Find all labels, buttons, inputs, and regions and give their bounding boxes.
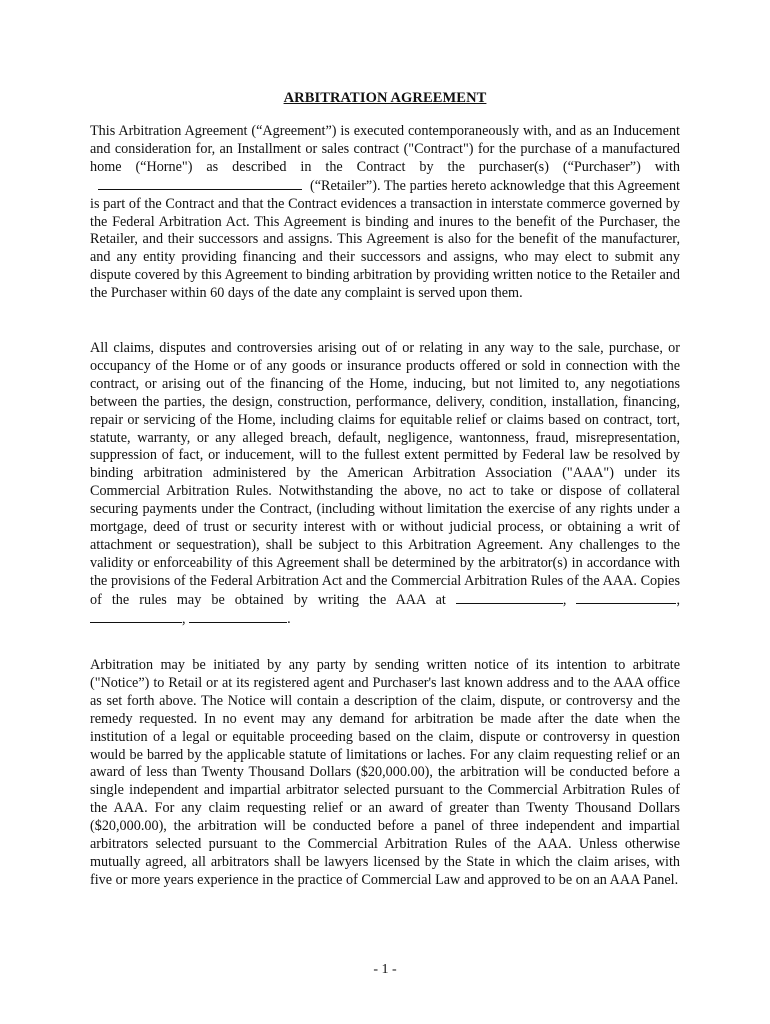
page-title: ARBITRATION AGREEMENT xyxy=(283,90,487,106)
paragraph-parties-text-1: This Arbitration Agreement (“Agreement”) is executed contemporaneously with, and as an Inducement and consideration for, an Installment or sales contract ("Contract") for the purchase of a manufactured home (“Horne") as described in the Contract by the purchaser(s) (“Purchaser”) with xyxy=(90,123,680,175)
paragraph-parties-text-2: (“Retailer”). The parties hereto acknowledge that this Agreement is part of the Contract and that the Contract evidences a transaction in interstate commerce governed by the Federal Arbitration Act. This Agreement is binding and inures to the benefit of the Purchaser, the Retailer, and their successors and assigns. This Agreement is also for the benefit of the manufacturer, and any entity providing financing and their successors and assigns, who may elect to submit any dispute covered by this Agreement to binding arbitration by providing written notice to the Retailer and the Purchaser within 60 days of the date any complaint is served upon them. xyxy=(90,177,680,302)
paragraph-claims-text: All claims, disputes and controversies arising out of or relating in any way to the sale, purchase, or occupancy of the Home or of any goods or insurance products offered or sold in connection with the contract, or arising out of the financing of the Home, inducing, but not limited to, any negotiations between the parties, the design, construction, performance, delivery, condition, installation, financing, repair or servicing of the Home, including claims for equitable relief or claims based on contract, tort, statute, warranty, or any alleged breach, default, negligence, wantonness, fraud, misrepresentation, suppression of fact, or inducement, will to the fullest extent permitted by Federal law be resolved by binding arbitration administered by the American Arbitration Association ("AAA") under its Commercial Arbitration Rules. Notwithstanding the above, no act to take or dispose of collateral securing payments under the Contract, (including without limitation the exercise of any rights under a mortgage, deed of trust or security interest with or without judicial process, or obtaining a writ of attachment or sequestration), shall be subject to this Arbitration Agreement. Any challenges to the validity or enforceability of this Agreement shall be determined by the arbitrator(s) in accordance with the provisions of the Federal Arbitration Act and the Commercial Arbitration Rules of the AAA. Copies of the rules may be obtained by writing the AAA at xyxy=(90,340,680,608)
address-separator-2: , xyxy=(676,591,681,608)
address-separator-1: , xyxy=(562,591,567,608)
aaa-address-blank-2[interactable] xyxy=(576,591,676,604)
aaa-address-blank-3[interactable] xyxy=(90,610,182,623)
aaa-address-blank-4[interactable] xyxy=(189,610,287,623)
address-end-period: . xyxy=(287,610,291,627)
paragraph-parties xyxy=(90,123,680,303)
paragraph-claims xyxy=(90,340,680,629)
retailer-name-blank[interactable] xyxy=(98,177,302,190)
page-number: - 1 - xyxy=(373,962,397,977)
aaa-address-blank-1[interactable] xyxy=(456,591,563,604)
address-separator-3: , xyxy=(182,610,186,627)
paragraph-initiation: Arbitration may be initiated by any party by sending written notice of its intention to arbitrate ("Notice”) to Retail or at its registered agent and Purchaser's last known address and to the AAA office as set forth above. The Notice will contain a description of the claim, dispute, or controversy and the remedy requested. In no event may any demand for arbitration be made after the date when the institution of a legal or equitable proceeding based on the claim, dispute or controversy in question would be barred by the applicable statute of limitations or laches. For any claim requesting relief or an award of less than Twenty Thousand Dollars ($20,000.00), the arbitration will be conducted before a single independent and impartial arbitrator selected pursuant to the Commercial Arbitration Rules of the AAA. For any claim requesting relief or an award of greater than Twenty Thousand Dollars ($20,000.00), the arbitration will be conducted before a panel of three independent and impartial arbitrators selected pursuant to the Commercial Arbitration Rules of the AAA. Unless otherwise mutually agreed, all arbitrators shall be lawyers licensed by the State in which the claim arises, with five or more years experience in the practice of Commercial Law and approved to be on an AAA Panel. xyxy=(90,657,680,888)
